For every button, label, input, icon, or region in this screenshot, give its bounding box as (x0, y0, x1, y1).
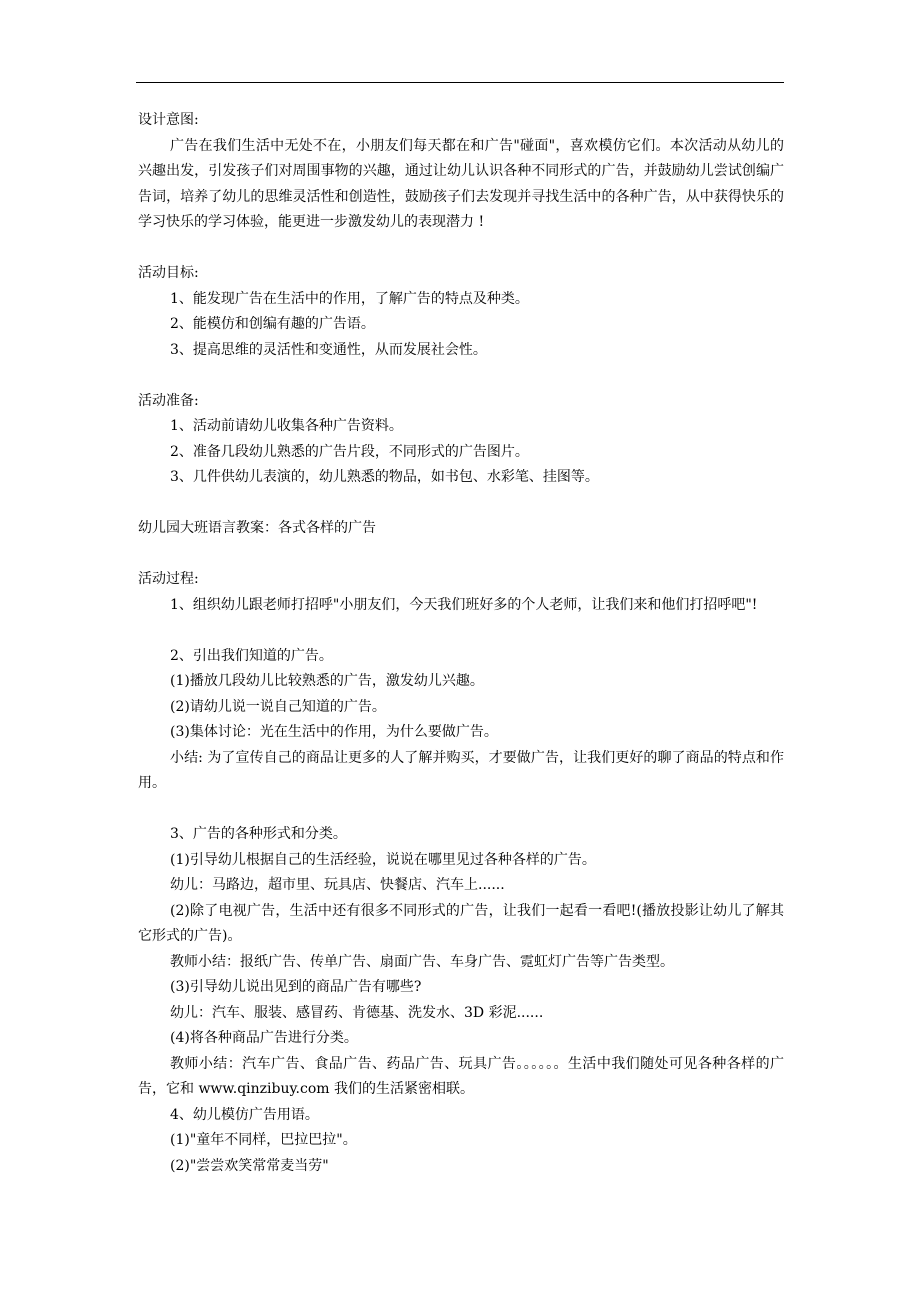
goal-item: 1、能发现广告在生活中的作用，了解广告的特点及种类。 (170, 290, 529, 307)
process-step-2-item: (1)播放几段幼儿比较熟悉的广告，激发幼儿兴趣。 (170, 673, 484, 689)
goal-item: 3、提高思维的灵活性和变通性，从而发展社会性。 (170, 341, 487, 358)
spacer (138, 236, 784, 262)
design-heading: 设计意图: (138, 112, 199, 128)
process-step-4-item: (2)"尝尝欢笑常常麦当劳" (170, 1157, 329, 1174)
process-step-3-item: 幼儿：汽车、服装、感冒药、肯德基、洗发水、3D 彩泥...... (170, 1004, 544, 1021)
process-step-3-item: 教师小结：报纸广告、传单广告、扇面广告、车身广告、霓虹灯广告等广告类型。 (170, 953, 674, 970)
prep-item: 1、活动前请幼儿收集各种广告资料。 (170, 418, 403, 434)
header-rule (136, 82, 784, 83)
document-title: 幼儿园大班语言教案：各式各样的广告 (138, 520, 376, 536)
document-body (138, 108, 784, 1179)
process-step-2-summary: 小结: 为了宣传自己的商品让更多的人了解并购买，才要做广告，让我们更好的聊了商品的特点和作用。 (138, 749, 784, 791)
process-step-3-title: 3、广告的各种形式和分类。 (170, 826, 347, 842)
process-step-2-title: 2、引出我们知道的广告。 (170, 647, 333, 664)
process-step-3-item: 教师小结：汽车广告、食品广告、药品广告、玩具广告。。。。。。生活中我们随处可见各种各样的广告，它和 www.qinzibuy.com 我们的生活紧密相联。 (138, 1055, 784, 1097)
process-step-2-item: (3)集体讨论：光在生活中的作用，为什么要做广告。 (170, 724, 498, 740)
process-step-3-item: 幼儿：马路边，超市里、玩具店、快餐店、汽车上...... (170, 877, 505, 893)
prep-heading: 活动准备: (138, 392, 199, 409)
design-paragraph: 广告在我们生活中无处不在，小朋友们每天都在和广告"碰面"，喜欢模仿它们。本次活动从幼儿的兴趣出发，引发孩子们对周围事物的兴趣，通过让幼儿认识各种不同形式的广告，并鼓励幼儿尝试创编广告词，培养了幼儿的思维灵活性和创造性，鼓励孩子们去发现并寻找生活中的各种广告，从中获得快乐的学习快乐的学习体验，能更进一步激发幼儿的表现潜力 ! (138, 137, 784, 230)
process-heading: 活动过程: (138, 571, 199, 587)
process-step-1: 1、组织幼儿跟老师打招呼"小朋友们，今天我们班好多的个人老师，让我们来和他们打招呼吧"! (170, 596, 758, 613)
process-step-3-item: (4)将各种商品广告进行分类。 (170, 1030, 358, 1046)
spacer (138, 542, 784, 568)
spacer (138, 363, 784, 389)
process-step-3-item: (2)除了电视广告，生活中还有很多不同形式的广告，让我们一起看一看吧!(播放投影让幼儿了解其它形式的广告)。 (138, 902, 784, 944)
prep-item: 3、几件供幼儿表演的，幼儿熟悉的物品，如书包、水彩笔、挂图等。 (170, 469, 599, 485)
goal-item: 2、能模仿和创编有趣的广告语。 (170, 316, 375, 332)
process-step-2-item: (2)请幼儿说一说自己知道的广告。 (170, 698, 386, 715)
spacer (138, 491, 784, 517)
goals-heading: 活动目标: (138, 265, 199, 281)
prep-item: 2、准备几段幼儿熟悉的广告片段，不同形式的广告图片。 (170, 443, 529, 460)
process-step-4-item: (1)"童年不同样，巴拉巴拉"。 (170, 1132, 357, 1148)
spacer (138, 618, 784, 644)
spacer (138, 797, 784, 823)
process-step-3-item: (1)引导幼儿根据自己的生活经验，说说在哪里见过各种各样的广告。 (170, 851, 596, 868)
process-step-4-title: 4、幼儿模仿广告用语。 (170, 1106, 319, 1123)
process-step-3-item: (3)引导幼儿说出见到的商品广告有哪些? (170, 979, 422, 995)
